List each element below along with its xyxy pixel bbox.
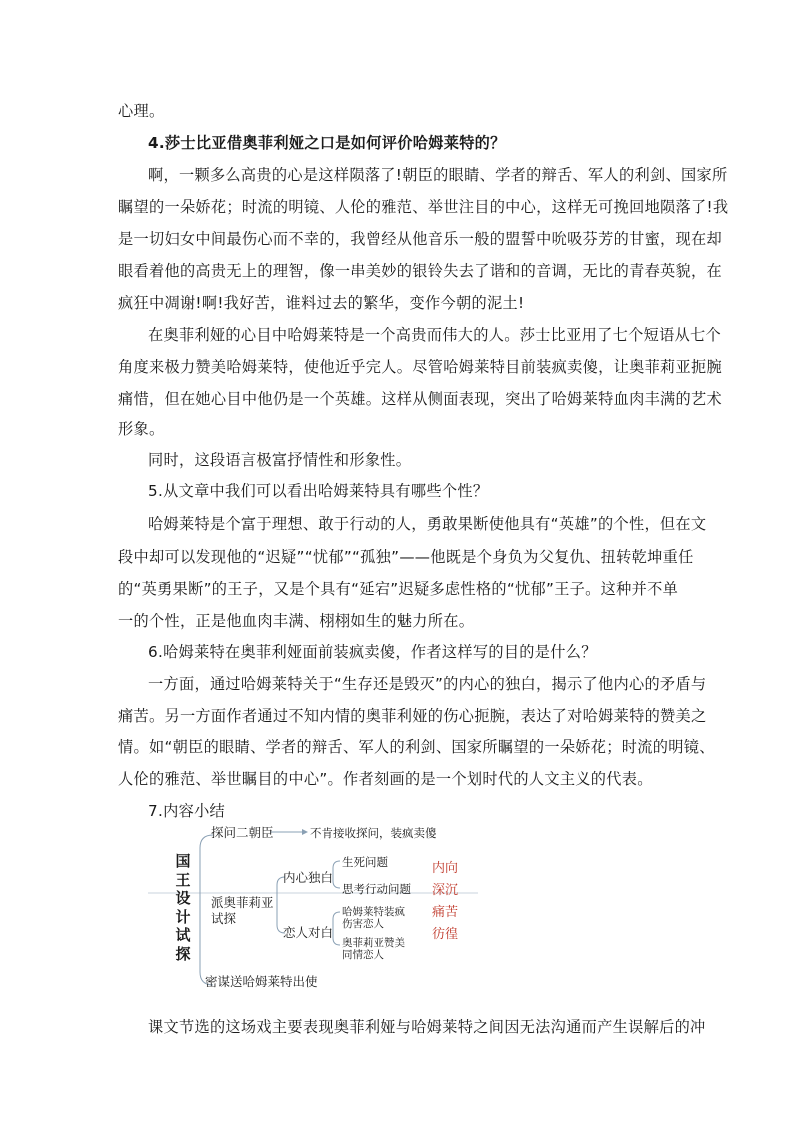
mindmap-root-char: 计 [175,907,191,926]
mindmap-branch-3: 密谋送哈姆莱特出使 [205,974,318,989]
mindmap-root-char: 王 [175,870,191,889]
mindmap-root-brace [200,835,213,985]
mindmap-branch-1: 探问二朝臣 [211,825,274,840]
question-heading: 6.哈姆莱特在奥菲利娅面前装疯卖傻，作者这样写的目的是什么？ [148,643,597,661]
mindmap-root [173,852,193,963]
mindmap-leaf: 同情恋人 [342,949,384,961]
mindmap-branch-2-line1: 派奥菲莉亚 [211,895,274,910]
question-heading: 4.莎士比亚借奥菲利娅之口是如何评价哈姆莱特的？ [148,134,506,152]
mindmap-leaf: 思考行动问题 [342,882,411,896]
question-heading: 5.从文章中我们可以看出哈姆莱特具有哪些个性？ [148,482,489,500]
paragraph-line: 是一切妇女中间最伤心而不幸的，我曾经从他音乐一般的盟誓中吮吸芬芳的甘蜜，现在却 [118,230,723,248]
mindmap-root-char: 探 [175,944,191,963]
mindmap-branch-2-line2: 试探 [211,911,237,926]
mindmap-emotion: 痛苦 [432,905,459,920]
mindmap-sub-inner-monologue: 内心独白 [283,870,334,885]
mindmap-sub-lovers-dialogue: 恋人对白 [283,925,334,940]
paragraph-line: 啊，一颗多么高贵的心是这样陨落了!朝臣的眼睛、学者的辩舌、军人的利剑、国家所 [148,166,728,184]
paragraph-line: 的“英勇果断”的王子，又是个具有“延宕”迟疑多虑性格的“忧郁”王子。这种并不单 [118,580,679,598]
mindmap-leaf: 奥菲莉亚赞美 [342,937,405,949]
paragraph-line: 情。如“朝臣的眼睛、学者的辩舌、军人的利剑、国家所瞩望的一朵娇花；时流的明镜、 [118,738,715,756]
paragraph-line: 痛苦。另一方面作者通过不知内情的奥菲利娅的伤心扼腕，表达了对哈姆莱特的赞美之 [118,707,707,725]
paragraph-line: 角度来极力赞美哈姆莱特，使他近乎完人。尽管哈姆莱特目前装疯卖傻，让奥菲莉亚扼腕 [118,358,723,376]
mindmap-root-char: 试 [175,926,191,944]
mindmap-emotion: 内向 [432,861,459,876]
mindmap-sub2-brace [333,912,340,945]
paragraph-line: 疯狂中凋谢!啊!我好苦，谁料过去的繁华，变作今朝的泥土! [118,294,525,312]
arrow-head [302,829,308,835]
paragraph-line: 一方面，通过哈姆莱特关于“生存还是毁灭”的内心的独白，揭示了他内心的矛盾与 [148,675,707,693]
paragraph-line: 课文节选的这场戏主要表现奥菲利娅与哈姆莱特之间因无法沟通而产生误解后的冲 [148,1018,706,1036]
paragraph-line: 心理。 [118,102,165,120]
mindmap-leaf: 哈姆莱特装疯 [342,906,405,918]
paragraph-line: 眼看着他的高贵无上的理智，像一串美妙的银铃失去了谐和的音调，无比的青春英貌，在 [118,262,723,280]
paragraph-line: 痛惜，但在她心目中他仍是一个英雄。这样从侧面表现，突出了哈姆莱特血肉丰满的艺术 [118,390,723,408]
mindmap-root-char: 国 [175,852,191,870]
paragraph-line: 瞩望的一朵娇花；时流的明镜、人伦的雅范、举世注目的中心，这样无可挽回地陨落了!我 [118,198,729,216]
mindmap-sub1-brace [333,861,340,888]
mindmap-leaf: 伤害恋人 [342,918,384,930]
paragraph-line: 一的个性，正是他血肉丰满、栩栩如生的魅力所在。 [118,612,475,630]
mindmap-root-char: 设 [175,889,191,907]
paragraph-line: 哈姆莱特是个富于理想、敢于行动的人，勇敢果断使他具有“英雄”的个性，但在文 [148,515,707,533]
question-heading: 7.内容小结 [148,802,226,820]
paragraph-line: 人伦的雅范、举世瞩目的中心”。作者刻画的是一个划时代的人文主义的代表。 [118,770,653,788]
paragraph-line: 形象。 [118,420,165,438]
mindmap-leaf: 生死问题 [342,855,388,869]
paragraph-line: 段中却可以发现他的“迟疑”“忧郁”“孤独”——他既是个身负为父复仇、扭转乾坤重任 [118,548,694,566]
mindmap-emotion: 彷徨 [432,927,459,942]
paragraph-line: 在奥菲利娅的心目中哈姆莱特是一个高贵而伟大的人。莎士比亚用了七个短语从七个 [148,326,722,344]
mindmap-emotion: 深沉 [432,883,459,898]
paragraph-line: 同时，这段语言极富抒情性和形象性。 [148,451,412,469]
mindmap-branch-1-result: 不肯接收探问，装疯卖傻 [310,826,437,840]
